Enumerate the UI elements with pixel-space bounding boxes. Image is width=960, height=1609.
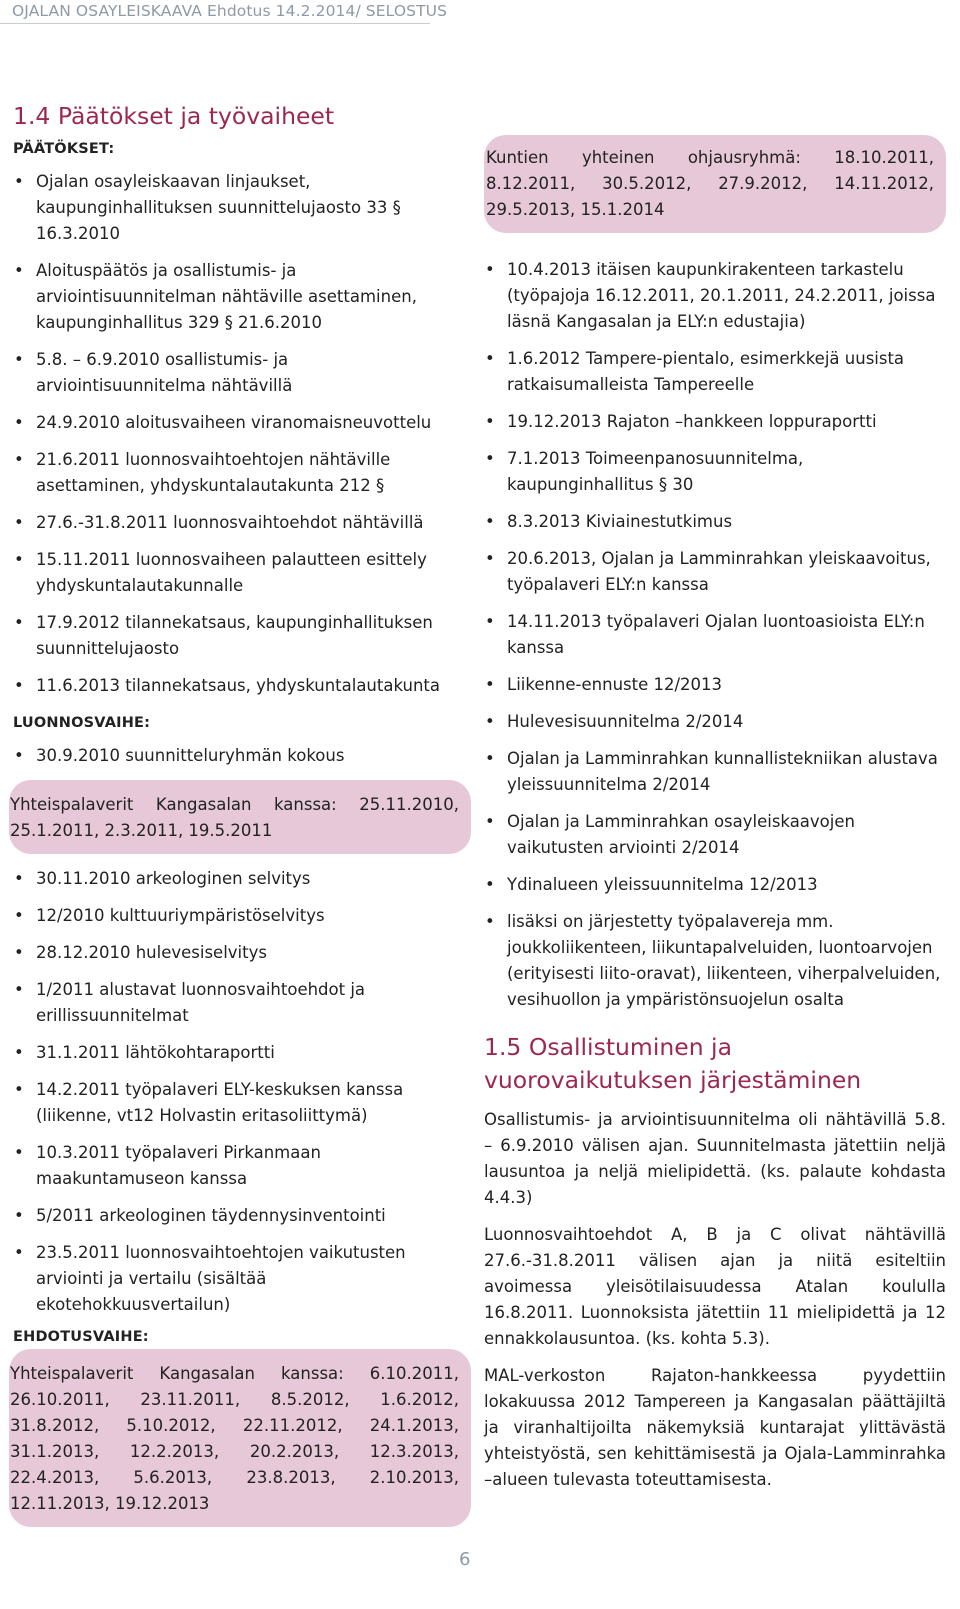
list-item: • 27.6.-31.8.2011 luonnosvaihtoehdot nähtävillä	[13, 510, 461, 536]
paragraph: MAL-verkoston Rajaton-hankkeessa pyydettiin lokakuussa 2012 Tampereen ja Kangasalan päättäjiltä ja viranhaltijoilta näkemyksiä kuntarajat ylittävästä yhteistyöstä, sen kehittämisestä ja Ojala-Lamminrahka –alueen tulevasta toteuttamisesta.	[484, 1366, 946, 1489]
list-item: • 1/2011 alustavat luonnosvaihtoehdot ja erillissuunnitelmat	[13, 977, 461, 1029]
list-item: • Ojalan ja Lamminrahkan osayleiskaavojen vaikutusten arviointi 2/2014	[484, 809, 946, 861]
list-item: • Aloituspäätös ja osallistumis- ja arviointisuunnitelman nähtäville asettaminen, kaupunginhallitus 329 § 21.6.2010	[13, 258, 461, 336]
list-item: • lisäksi on järjestetty työpalavereja mm. joukkoliikenteen, liikuntapalveluiden, luontoarvojen (erityisesti liito-oravat), liikenteen, viherpalveluiden, vesihuollon ja ympäristönsuojelun osalta	[484, 909, 946, 1013]
list-item: • 19.12.2013 Rajaton –hankkeen loppuraportti	[484, 409, 946, 435]
proposal-list	[484, 257, 946, 1013]
list-item: • 14.2.2011 työpalaveri ELY-keskuksen kanssa (liikenne, vt12 Holvastin eritasoliittymä)	[13, 1077, 461, 1129]
proposal-meetings-highlight: Yhteispalaverit Kangasalan kanssa: 6.10.2011, 26.10.2011, 23.11.2011, 8.5.2012, 1.6.2012, 31.8.2012, 5.10.2012, 22.11.2012, 24.1.2013, 31.1.2013, 12.2.2013, 20.2.2013, 12.3.2013, 22.4.2013, 5.6.2013, 23.8.2013, 2.10.2013, 12.11.2013, 19.12.2013	[9, 1349, 471, 1527]
list-item: • Ojalan ja Lamminrahkan kunnallistekniikan alustava yleissuunnitelma 2/2014	[484, 746, 946, 798]
list-item: • 24.9.2010 aloitusvaiheen viranomaisneuvottelu	[13, 410, 461, 436]
list-item: • 20.6.2013, Ojalan ja Lamminrahkan yleiskaavoitus, työpalaveri ELY:n kanssa	[484, 546, 946, 598]
list-item: • 17.9.2012 tilannekatsaus, kaupunginhallituksen suunnittelujaosto	[13, 610, 461, 662]
list-item: • Ojalan osayleiskaavan linjaukset, kaupunginhallituksen suunnittelujaosto 33 § 16.3.2010	[13, 169, 461, 247]
decisions-label: PÄÄTÖKSET:	[13, 141, 115, 157]
list-item: • 10.3.2011 työpalaveri Pirkanmaan maakuntamuseon kanssa	[13, 1140, 461, 1192]
list-item: • Hulevesisuunnitelma 2/2014	[484, 709, 946, 735]
paragraph: Luonnosvaihtoehdot A, B ja C olivat nähtävillä 27.6.-31.8.2011 välisen ajan ja niitä esiteltiin avoimessa yleisötilaisuudessa Atalan koululla 16.8.2011. Luonnoksista jätettiin 11 mielipidettä ja 12 ennakkolausuntoa. (ks. kohta 5.3).	[484, 1225, 946, 1348]
proposal-label: EHDOTUSVAIHE:	[13, 1329, 149, 1345]
list-item: • 10.4.2013 itäisen kaupunkirakenteen tarkastelu (työpajoja 16.12.2011, 20.1.2011, 24.2.2011, joissa läsnä Kangasalan ja ELY:n edustajia)	[484, 257, 946, 335]
list-item: • 7.1.2013 Toimeenpanosuunnitelma, kaupunginhallitus § 30	[484, 446, 946, 498]
list-item: • 5/2011 arkeologinen täydennysinventointi	[13, 1203, 461, 1229]
list-item: • 21.6.2011 luonnosvaihtoehtojen nähtäville asettaminen, yhdyskuntalautakunta 212 §	[13, 447, 461, 499]
section-1-4-title: 1.4 Päätökset ja työvaiheet	[13, 102, 335, 130]
list-item: • Liikenne-ennuste 12/2013	[484, 672, 946, 698]
paragraph: Osallistumis- ja arviointisuunnitelma oli nähtävillä 5.8. – 6.9.2010 välisen ajan. Suunnitelmasta jätettiin neljä lausuntoa ja neljä mielipidettä. (ks. palaute kohdasta 4.4.3)	[484, 1110, 946, 1207]
list-item: • 28.12.2010 hulevesiselvitys	[13, 940, 461, 966]
list-item: • 14.11.2013 työpalaveri Ojalan luontoasioista ELY:n kanssa	[484, 609, 946, 661]
section-1-5-title: 1.5 Osallistuminen ja vuorovaikutuksen järjestäminen	[484, 1033, 862, 1094]
list-item: • 1.6.2012 Tampere-pientalo, esimerkkejä uusista ratkaisumalleista Tampereelle	[484, 346, 946, 398]
decisions-list	[13, 169, 461, 699]
draft-meetings-highlight: Yhteispalaverit Kangasalan kanssa: 25.11.2010, 25.1.2011, 2.3.2011, 19.5.2011	[9, 780, 471, 854]
list-item: • 30.11.2010 arkeologinen selvitys	[13, 866, 461, 892]
list-item: • 31.1.2011 lähtökohtaraportti	[13, 1040, 461, 1066]
steering-group-highlight: Kuntien yhteinen ohjausryhmä: 18.10.2011, 8.12.2011, 30.5.2012, 27.9.2012, 14.11.2012, 29.5.2013, 15.1.2014	[484, 135, 946, 233]
list-item: • 5.8. – 6.9.2010 osallistumis- ja arviointisuunnitelma nähtävillä	[13, 347, 461, 399]
list-item: • 23.5.2011 luonnosvaihtoehtojen vaikutusten arviointi ja vertailu (sisältää ekotehokkuusvertailun)	[13, 1240, 461, 1318]
list-item: • 12/2010 kulttuuriympäristöselvitys	[13, 903, 461, 929]
draft-list-first	[13, 743, 461, 769]
list-item: • Ydinalueen yleissuunnitelma 12/2013	[484, 872, 946, 898]
draft-list	[13, 866, 461, 1318]
running-header: OJALAN OSAYLEISKAAVA Ehdotus 14.2.2014/ SELOSTUS	[12, 2, 448, 20]
right-column	[484, 135, 946, 1504]
list-item: • 30.9.2010 suunnitteluryhmän kokous	[13, 743, 461, 769]
list-item: • 8.3.2013 Kiviainestutkimus	[484, 509, 946, 535]
left-column	[10, 100, 461, 1539]
list-item: • 11.6.2013 tilannekatsaus, yhdyskuntalautakunta	[13, 673, 461, 699]
list-item: • 15.11.2011 luonnosvaiheen palautteen esittely yhdyskuntalautakunnalle	[13, 547, 461, 599]
page-number: 6	[459, 1549, 471, 1570]
header-rule	[0, 23, 430, 24]
draft-label: LUONNOSVAIHE:	[13, 715, 151, 731]
